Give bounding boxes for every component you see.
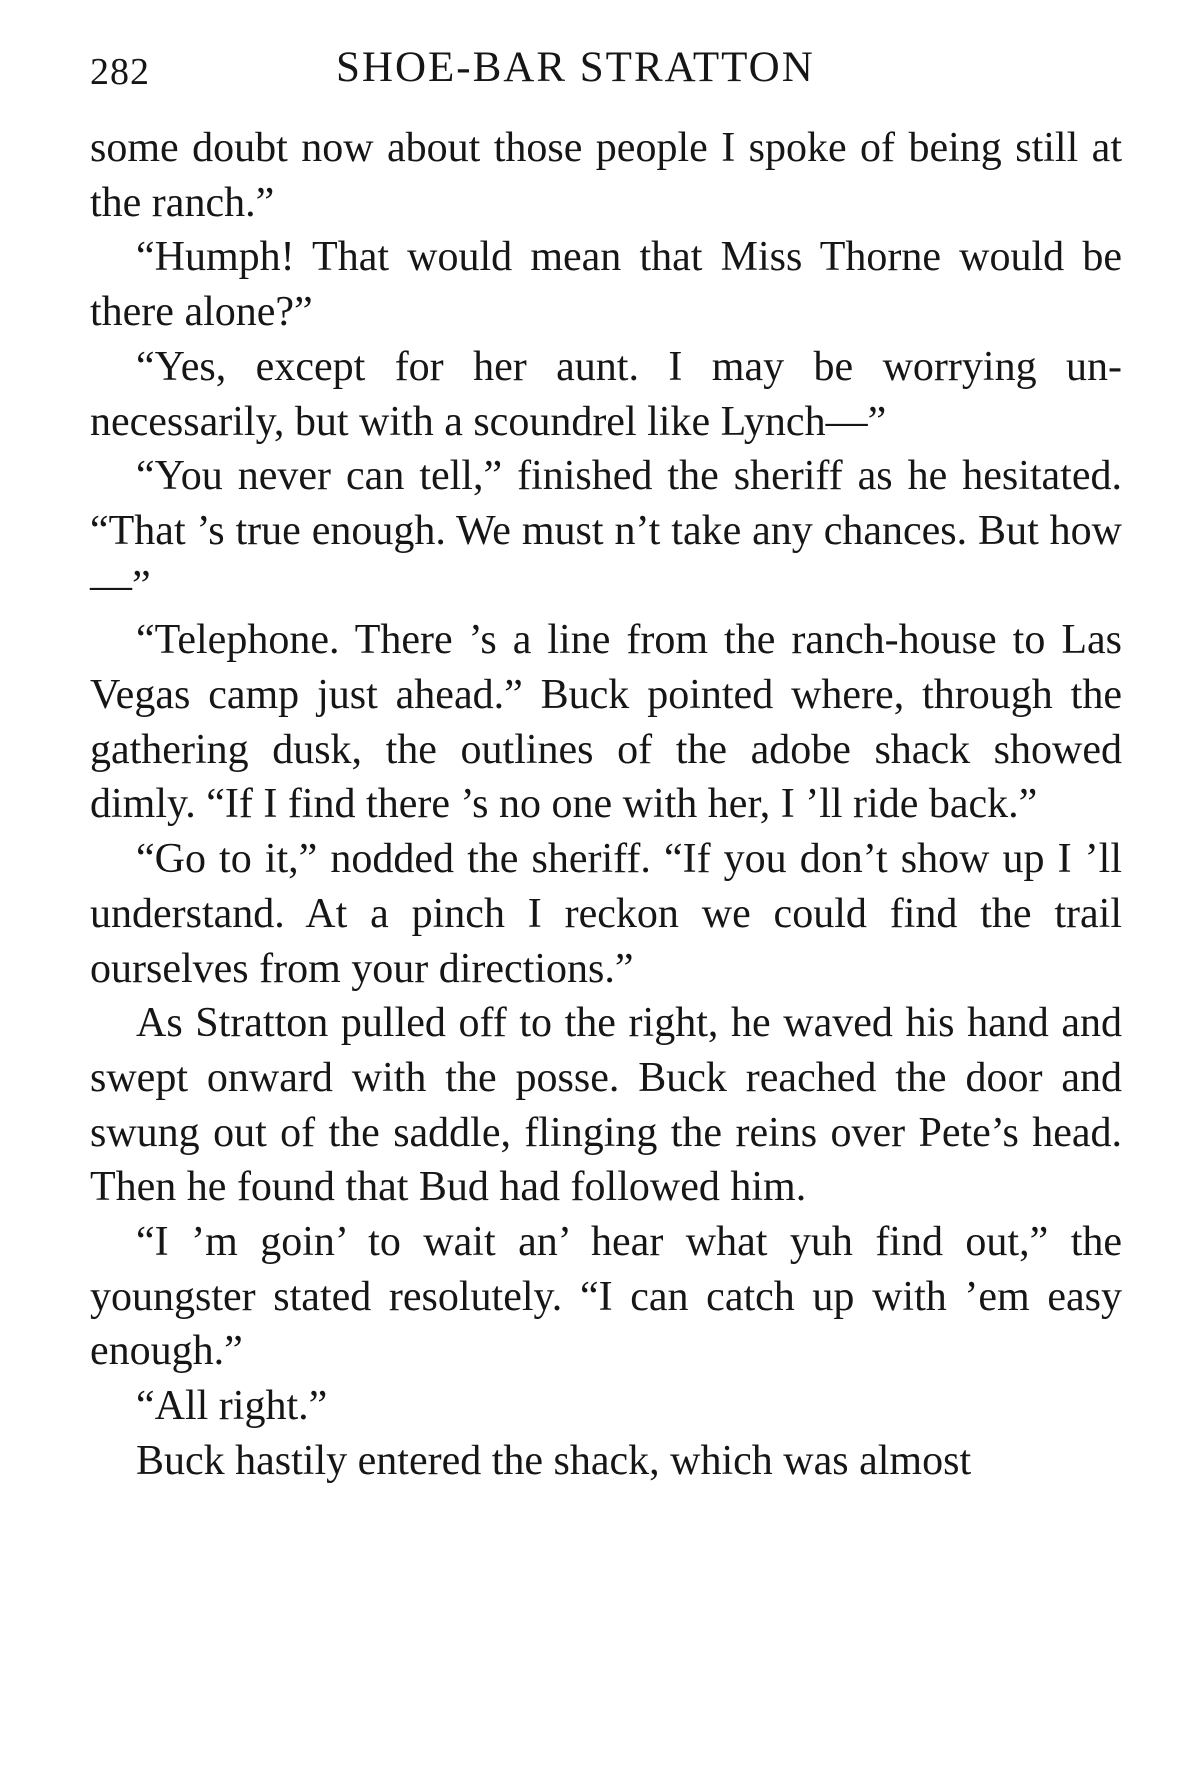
paragraph: “Humph! That would mean that Miss Thorne would be there alone?” [90,234,1122,336]
paragraph: “Go to it,” nodded the sheriff. “If you don’t show up I ’ll understand. At a pinch I reckon we could find the trail ourselves from your directions.” [90,836,1122,992]
paragraph: “Yes, except for her aunt. I may be worrying unnecessarily, but with a scoundrel like Lynch—” [90,343,1122,445]
paragraph: “All right.” [136,1383,328,1430]
running-title: SHOE-BAR STRATTON [336,44,815,91]
paragraph: As Stratton pulled off to the right, he waved his hand and swept onward with the posse. Buck reached the door and swung out of the saddle, flinging the reins over Pete’s head. Then he found that Bud had followed him. [90,1000,1122,1211]
paragraph: “Telephone. There ’s a line from the ranch-house to Las Vegas camp just ahead.” Buck pointed where, through the gathering dusk, the outlines of the adobe shack showed dimly. “If I find there ’s no one with her, I ’ll ride back.” [90,617,1122,828]
body-text [90,121,1122,1489]
paragraph-last: Buck hastily entered the shack, which was almost [136,1437,972,1484]
paragraph-continued: some doubt now about those people I spoke of being still at the ranch.” [90,125,1122,226]
page-number: 282 [90,51,150,93]
running-head [90,38,1130,98]
paragraph: “I ’m goin’ to wait an’ hear what yuh find out,” the youngster stated resolutely. “I can catch up with ’em easy enough.” [90,1219,1122,1375]
paragraph: “You never can tell,” finished the sheriff as he hesitated. “That ’s true enough. We must n’t take any chances. But how—” [90,453,1122,609]
